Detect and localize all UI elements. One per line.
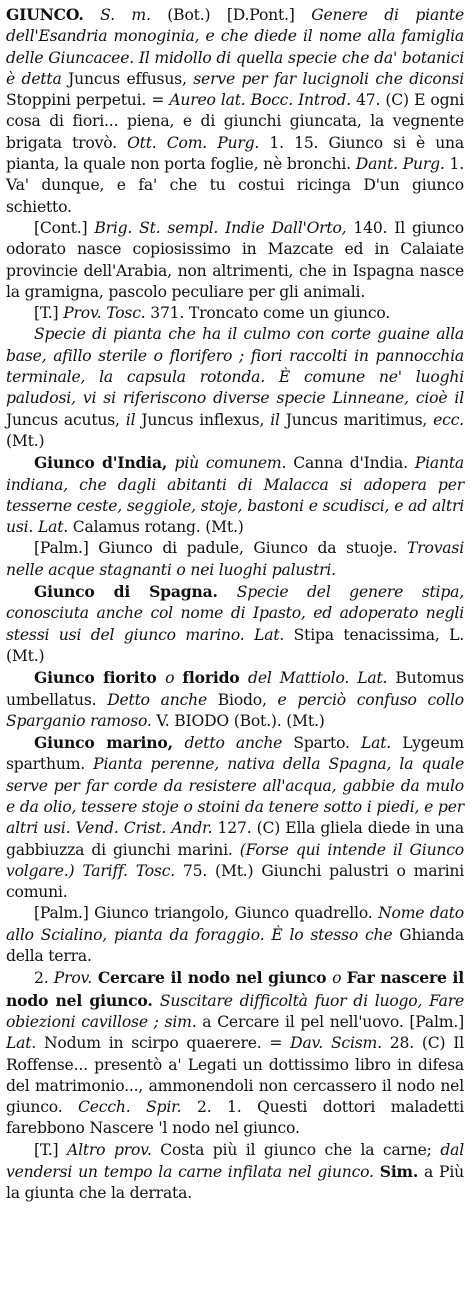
text-run — [84, 6, 101, 24]
text-run: Canna d'India. — [286, 454, 415, 473]
text-run: [Palm.] Giunco triangolo, Giunco quadrello. — [34, 904, 379, 923]
subentry-giunco-padule — [6, 538, 464, 581]
text-run: Giunco d'India, — [34, 453, 175, 473]
text-run: Dav. Scism. — [290, 1034, 382, 1053]
text-run: Altro prov. — [67, 1140, 152, 1159]
text-run: Juncus acutus, — [6, 410, 126, 429]
dictionary-page — [6, 0, 464, 1205]
text-run: Pianta perenne, nativa della Spagna, la quale serve per far corde da resistere all'acqua, gabbie da mulo e da olio, tessere stoje o stoini da tenere sotto i piedi, e per altri usi. Vend. Crist. Andr. — [6, 755, 464, 838]
text-run: florido — [182, 668, 249, 688]
text-run: [T.] — [34, 1140, 68, 1159]
text-run: V. BIODO (Bot.). (Mt.) — [151, 711, 325, 730]
subentry-giunco-india — [6, 452, 464, 538]
text-run: 47. (C) E ogni cosa di fiori... piena, e di giunchi giuncata, la vegnente brigata trovò. — [6, 91, 464, 152]
text-run: 2. 1. Questi dottori maladetti farebbono Nascere 'l nodo nel giunco. — [6, 1098, 464, 1138]
text-run: Cercare il nodo nel giunco — [92, 968, 333, 988]
text-run: 2. — [34, 969, 54, 988]
text-run: più comunem. — [174, 454, 287, 473]
text-run: Stoppini perpetui. = — [6, 91, 170, 110]
text-run: 140. Il giunco odorato nasce copiosissimo in Mazcate ed in Calaiate provincie dell'Arabia, non altrimenti, che in Ispagna nasce la gramigna, pascolo peculiare per gli animali. — [6, 218, 464, 301]
text-run: Prov. Tosc. — [63, 304, 146, 323]
text-run: 371. Troncato come un giunco. — [145, 304, 391, 323]
subentry-giunco-fiorito — [6, 667, 464, 732]
text-run: Juncus inflexus, — [141, 410, 271, 429]
text-run: Specie di pianta che ha il culmo con corte guaine alla base, afillo sterile o florifero ; fiori raccolti in pannocchia terminale, la capsula rotonda. È comune ne' luoghi paludosi, vi si riferiscono diverse specie Linneane, cioè il — [6, 325, 464, 408]
citation-prov-tosc — [6, 303, 464, 324]
text-run: 1. 15. Giunco si è una pianta, la quale non porta foglie, nè bronchi. — [6, 133, 464, 174]
text-run: Prov. — [53, 969, 93, 988]
text-run: o — [332, 969, 347, 988]
citation-brig — [6, 218, 464, 303]
text-run: 1. Va' dunque, e fa' che tu costui ricinga D'un giunco schietto. — [6, 155, 464, 216]
text-run: Cecch. Spir. — [78, 1098, 182, 1117]
text-run: detto anche — [184, 734, 283, 753]
text-run: Juncus effusus, — [68, 69, 194, 88]
text-run: [Palm.] Giunco di padule, Giunco da stuoje. — [34, 539, 408, 558]
text-run: (Forse qui intende il Giunco volgare.) Tariff. Tosc. — [6, 840, 464, 880]
text-run: a Cercare il pel nell'uovo. [Palm.] — [196, 1012, 464, 1031]
text-run: S. m. — [100, 6, 151, 24]
text-run: Brig. St. sempl. Indie Dall'Orto, — [94, 218, 347, 237]
text-run: Suscitare difficoltà fuor di luogo, Fare obiezioni cavillose ; sim. — [6, 991, 465, 1031]
text-run: serve per far lucignoli che diconsi — [193, 69, 464, 88]
text-run: Butomus umbellatus. — [6, 669, 464, 709]
text-run: [Cont.] — [34, 218, 95, 237]
text-run: il — [270, 410, 286, 429]
text-run: Giunco marino, — [34, 733, 185, 753]
text-run: Sim. — [379, 1162, 419, 1182]
text-run: 127. (C) Ella gliela diede in una gabbiuzza di giunchi marini. — [6, 819, 464, 859]
text-run: Ott. Com. Purg. — [127, 133, 260, 152]
text-run: 75. (Mt.) Giunchi palustri o marini comuni. — [6, 861, 464, 902]
text-run: e perciò confuso collo Sparganio ramoso. — [6, 690, 464, 730]
text-run: 28. (C) Il Roffense... presentò a' Legati un dottissimo libro in difesa del matrimonio..., ammonendoli non cercassero il nodo nel giunco. — [6, 1034, 464, 1117]
text-run: dal vendersi un tempo la carne infilata nel giunco. — [6, 1140, 464, 1182]
text-run: Giunco di Spagna. — [34, 582, 237, 602]
species-description — [6, 324, 464, 452]
text-run: o — [165, 669, 183, 688]
subentry-giunco-marino — [6, 732, 464, 903]
other-proverb — [6, 1140, 464, 1205]
text-run: Lat. — [6, 1034, 37, 1053]
text-run: Lygeum sparthum. — [6, 734, 464, 774]
text-run: Trovasi nelle acque stagnanti o nei luoghi palustri. — [6, 539, 464, 579]
text-run: (Mt.) — [6, 431, 45, 450]
text-run: ecc. — [433, 410, 464, 429]
text-run: Nome dato allo Scialino, pianta da foraggio. È lo stesso che — [6, 904, 465, 944]
text-run: Juncus maritimus, — [285, 410, 434, 429]
text-run: Lat. — [360, 734, 392, 753]
subentry-giunco-triangolo — [6, 903, 464, 967]
entry-definition — [6, 4, 464, 218]
text-run: Giunco fiorito — [34, 668, 166, 688]
text-run: (Bot.) [D.Pont.] — [150, 6, 312, 24]
text-run: Far nascere il nodo nel giunco. — [6, 968, 464, 1010]
text-run: Costa più il giunco che la carne; — [151, 1140, 441, 1159]
text-run: Genere di piante dell'Esandria monoginia, e che diede il nome alla famiglia delle Giuncacee. Il midollo di quella specie che da' botanici è detta — [6, 6, 464, 88]
text-run: Specie del genere stipa, conosciuta anche col nome di Ipasto, ed adoperato negli stessi usi del giunco marino. Lat. — [6, 583, 464, 644]
text-run: Calamus rotang. (Mt.) — [68, 518, 244, 537]
text-run: GIUNCO. — [6, 5, 84, 24]
text-run: [T.] — [34, 304, 64, 323]
text-run: il — [125, 410, 142, 429]
text-run: del Mattiolo. Lat. — [248, 669, 388, 688]
text-run: Dant. Purg. — [355, 155, 445, 174]
text-run: Detto anche — [107, 690, 207, 709]
text-run: Stipa tenacissima, L. (Mt.) — [6, 625, 464, 665]
text-run: Aureo lat. Bocc. Introd. — [169, 91, 351, 110]
text-run: Sparto. — [282, 734, 361, 753]
text-run: Nodum in scirpo quaerere. = — [36, 1034, 291, 1053]
subentry-giunco-spagna — [6, 581, 464, 667]
text-run: Pianta indiana, che dagli abitanti di Malacca si adopera per tesserne ceste, seggiole, stoje, bastoni e scudisci, e ad altri usi. Lat. — [6, 454, 464, 537]
sense-2-proverb — [6, 967, 464, 1139]
text-run: Biodo, — [206, 690, 278, 709]
text-run: Ghianda della terra. — [6, 925, 464, 966]
text-run: a Più la giunta che la derrata. — [6, 1163, 464, 1203]
